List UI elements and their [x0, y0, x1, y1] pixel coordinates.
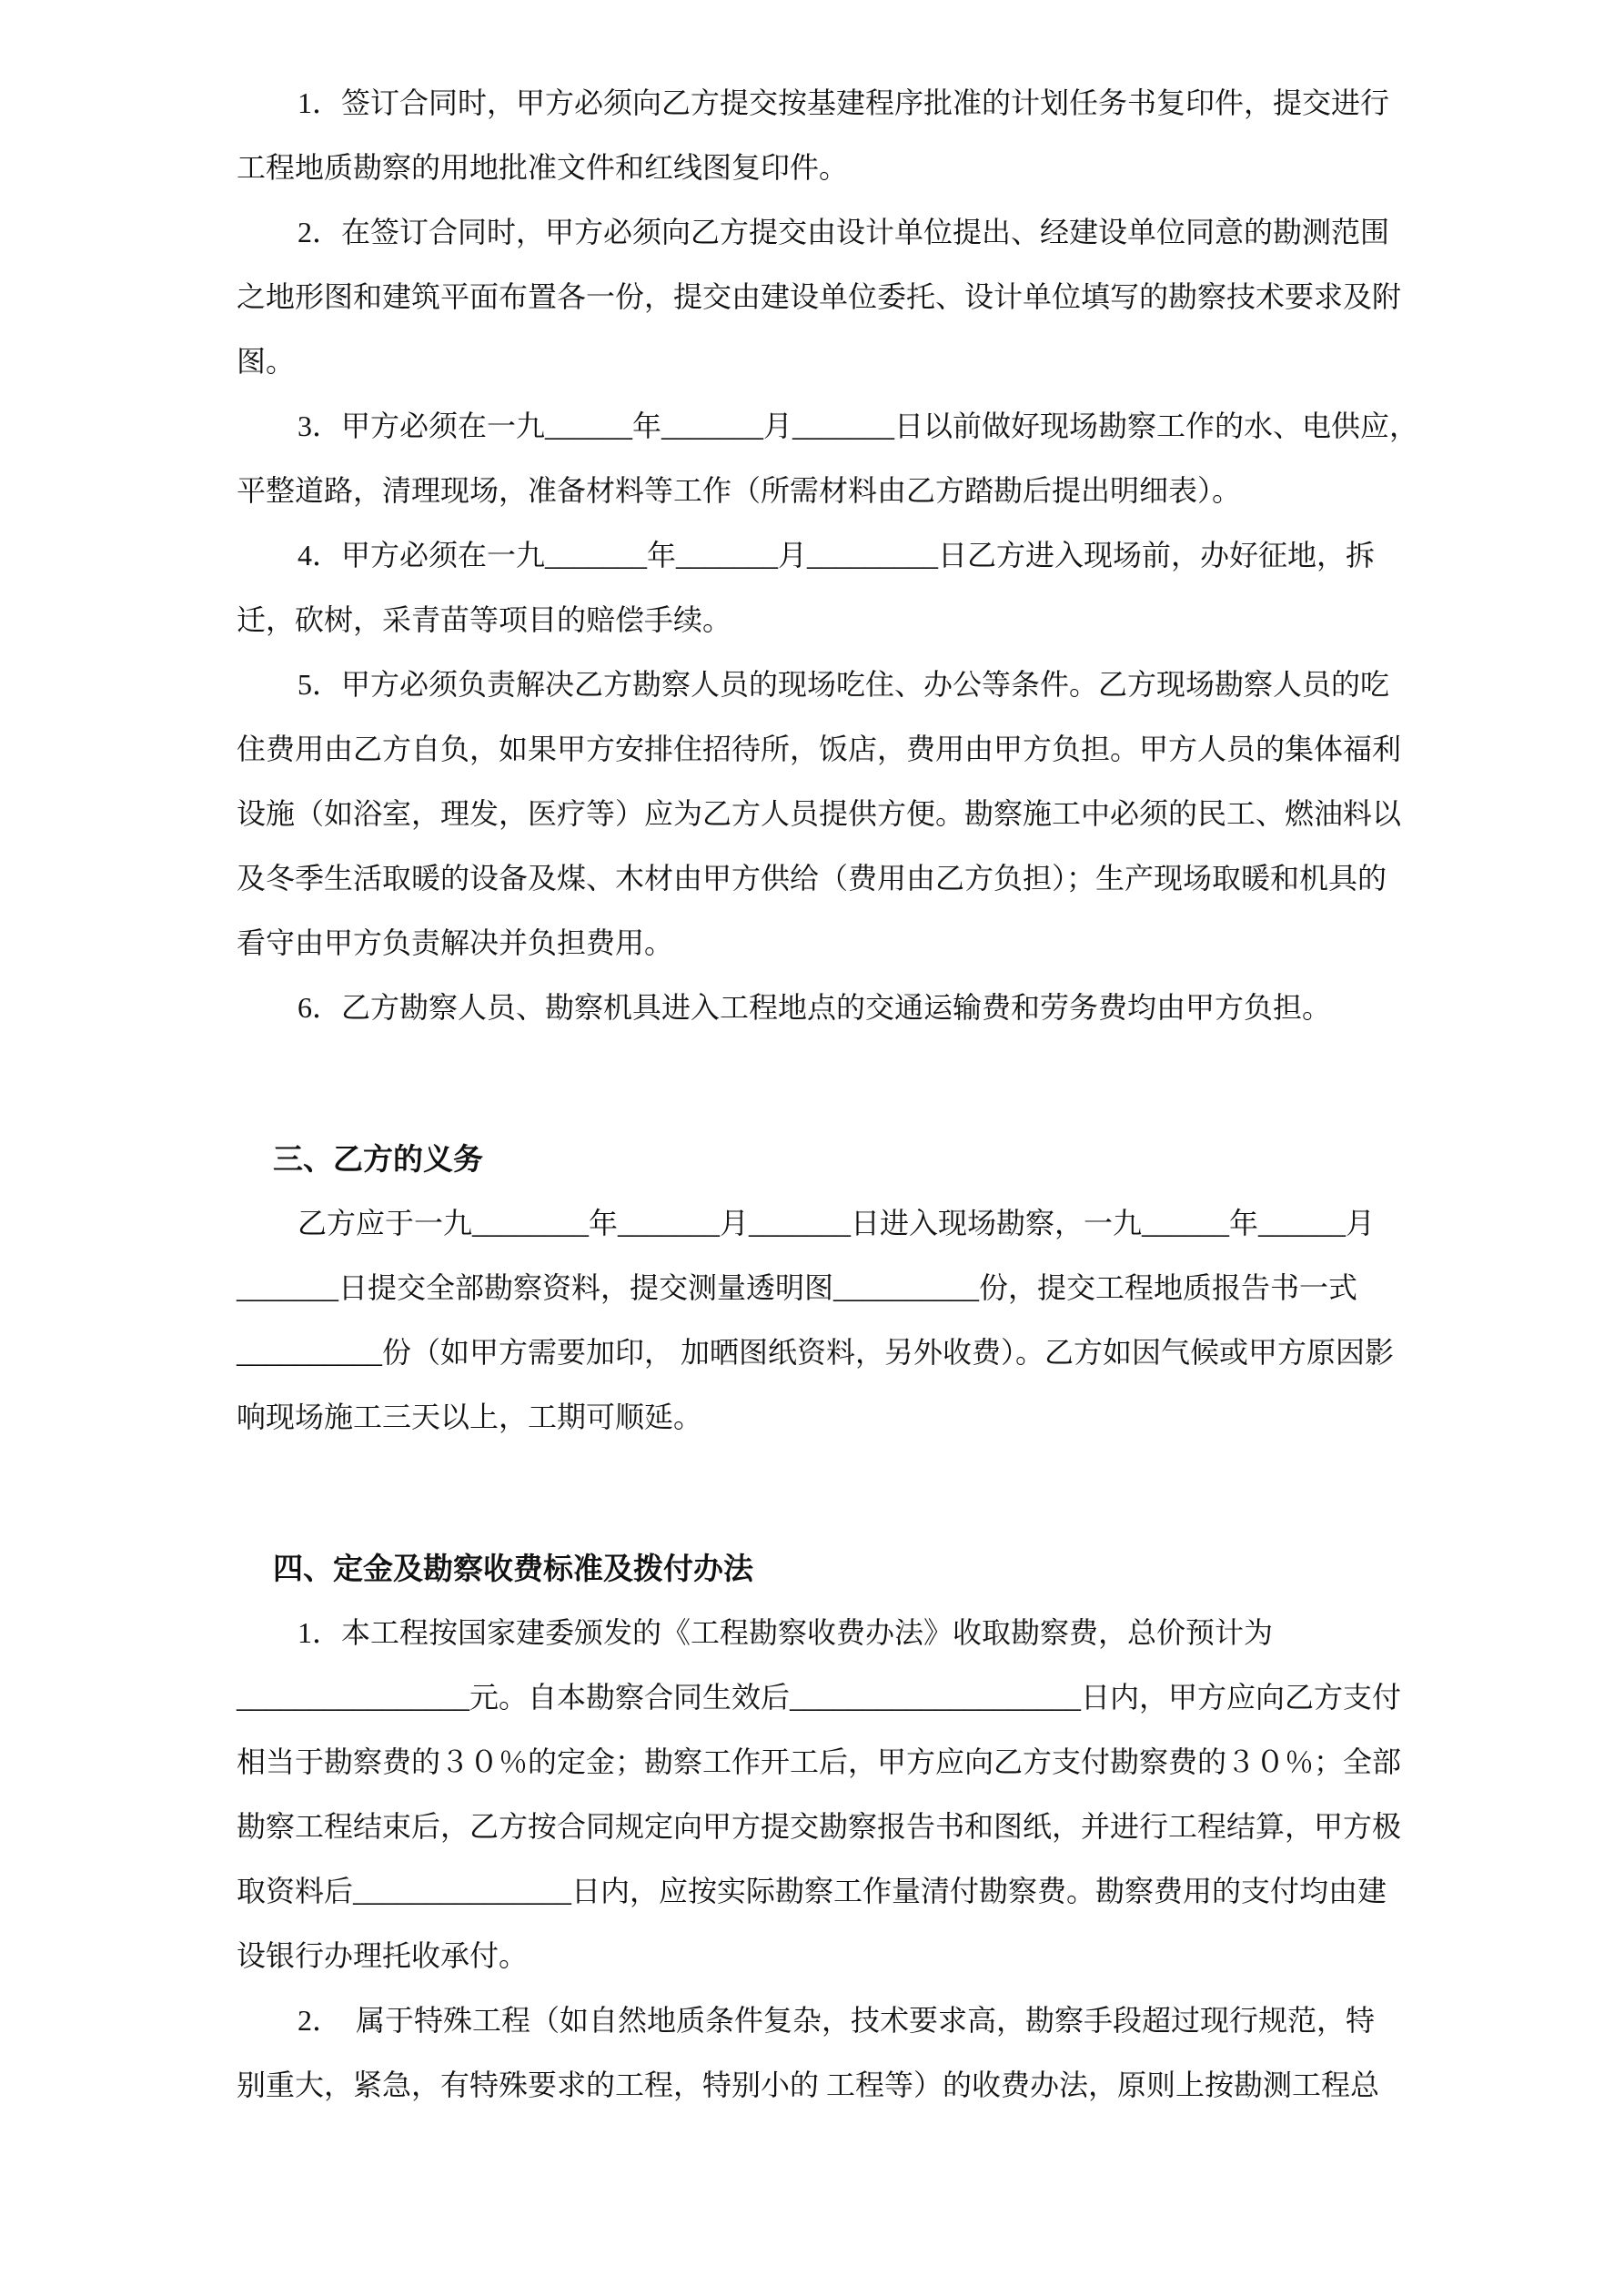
- contract-line: 勘察工程结束后，乙方按合同规定向甲方提交勘察报告书和图纸，并进行工程结算，甲方极: [237, 1810, 1402, 1843]
- contract-line: 及冬季生活取暖的设备及煤、木材由甲方供给（费用由乙方负担）；生产现场取暖和机具的: [237, 862, 1387, 895]
- contract-line: 2．在签订合同时，甲方必须向乙方提交由设计单位提出、经建设单位同意的勘测范围: [298, 216, 1390, 248]
- contract-line: 相当于勘察费的３０％的定金；勘察工作开工后，甲方应向乙方支付勘察费的３０％；全部: [237, 1745, 1402, 1778]
- contract-line: 1．签订合同时，甲方必须向乙方提交按基建程序批准的计划任务书复印件，提交进行: [298, 86, 1390, 119]
- contract-line: 设银行办理托收承付。: [237, 1939, 529, 1972]
- contract-line: 5．甲方必须负责解决乙方勘察人员的现场吃住、办公等条件。乙方现场勘察人员的吃: [298, 668, 1390, 701]
- contract-line: 响现场施工三天以上，工期可顺延。: [237, 1401, 703, 1433]
- contract-line: 设施（如浴室，理发，医疗等）应为乙方人员提供方便。勘察施工中必须的民工、燃油料以: [237, 797, 1402, 830]
- contract-line: 6．乙方勘察人员、勘察机具进入工程地点的交通运输费和劳务费均由甲方负担。: [298, 991, 1332, 1024]
- contract-line-date-blank: 乙方应于一九________年_______月_______日进入现场勘察，一九______年______月: [298, 1207, 1376, 1239]
- contract-line-date-blank: 3．甲方必须在一九______年_______月_______日以前做好现场勘察工作的水、电供应，: [298, 410, 1419, 442]
- contract-line: 别重大，紧急，有特殊要求的工程，特别小的 工程等）的收费办法，原则上按勘测工程总: [237, 2068, 1380, 2101]
- contract-line: 2． 属于特殊工程（如自然地质条件复杂，技术要求高，勘察手段超过现行规范，特: [298, 2004, 1376, 2037]
- section-heading-deposit-and-fees: 四、定金及勘察收费标准及拨付办法: [273, 1552, 753, 1585]
- contract-line: 图。: [237, 345, 296, 378]
- contract-line-blank: 取资料后_______________日内，应按实际勘察工作量清付勘察费。勘察费用的支付均由建: [237, 1875, 1387, 1907]
- contract-line: 平整道路，清理现场，准备材料等工作（所需材料由乙方踏勘后提出明细表）。: [237, 474, 1242, 507]
- contract-line: 1．本工程按国家建委颁发的《工程勘察收费办法》收取勘察费，总价预计为: [298, 1616, 1274, 1649]
- contract-line-blank: ________________元。自本勘察合同生效后____________________日内，甲方应向乙方支付: [237, 1681, 1402, 1714]
- contract-line: 迁，砍树，采青苗等项目的赔偿手续。: [237, 603, 732, 636]
- contract-line: 之地形图和建筑平面布置各一份，提交由建设单位委托、设计单位填写的勘察技术要求及附: [237, 280, 1402, 313]
- contract-line-date-blank: 4．甲方必须在一九_______年_______月_________日乙方进入现场前，办好征地，拆: [298, 539, 1376, 571]
- contract-line-blank: __________份（如甲方需要加印， 加晒图纸资料，另外收费）。乙方如因气候或甲方原因影: [237, 1336, 1395, 1369]
- contract-line-blank: _______日提交全部勘察资料，提交测量透明图__________份，提交工程地质报告书一式: [237, 1271, 1358, 1304]
- contract-line: 住费用由乙方自负，如果甲方安排住招待所，饭店，费用由甲方负担。甲方人员的集体福利: [237, 733, 1402, 765]
- contract-line: 看守由甲方负责解决并负担费用。: [237, 926, 674, 959]
- section-heading-party-b-obligations: 三、乙方的义务: [273, 1142, 483, 1176]
- contract-line: 工程地质勘察的用地批准文件和红线图复印件。: [237, 151, 849, 184]
